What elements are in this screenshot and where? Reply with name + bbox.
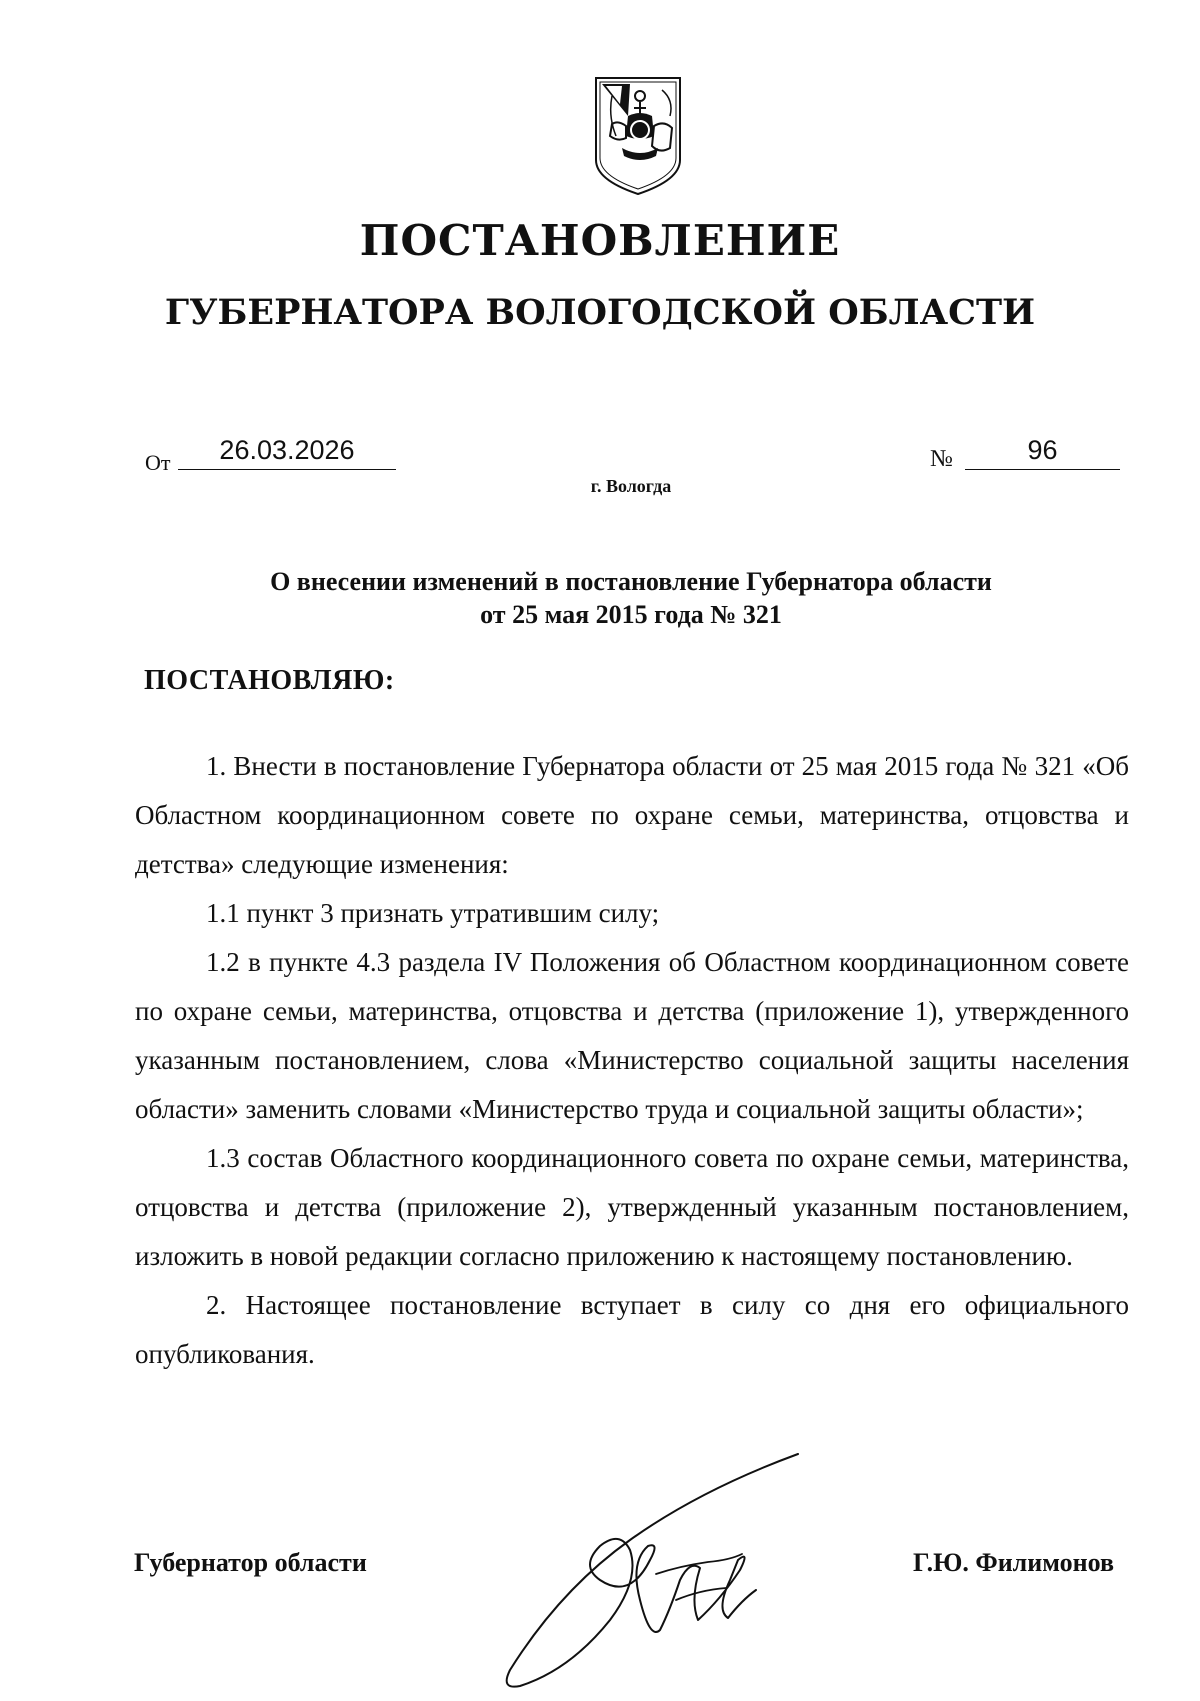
- document-subject: [0, 565, 1200, 631]
- subject-line-2: от 25 мая 2015 года № 321: [480, 600, 782, 629]
- document-title: ПОСТАНОВЛЕНИЕ: [359, 216, 841, 265]
- subject-line-1: О внесении изменений в постановление Губернатора области: [270, 567, 992, 596]
- document-number: 96: [1027, 435, 1058, 465]
- document-city: г. Вологда: [590, 476, 672, 496]
- issuer-title: ГУБЕРНАТОРА ВОЛОГОДСКОЙ ОБЛАСТИ: [164, 292, 1036, 333]
- document-date: 26.03.2026: [219, 435, 355, 465]
- decree-word: ПОСТАНОВЛЯЮ:: [144, 665, 395, 696]
- coat-of-arms-icon: [592, 76, 684, 196]
- handwritten-signature-icon: [480, 1450, 820, 1700]
- signer-position: Губернатор области: [134, 1548, 367, 1577]
- date-label: От: [145, 450, 171, 475]
- number-label: №: [930, 446, 953, 472]
- number-underline: [965, 469, 1120, 470]
- paragraph: 1.2 в пункте 4.3 раздела IV Положения об Областном координационном совете по охране семьи, материнства, отцовства и детства (приложение 1), утвержденного указанным постановлением, слова «Министерство социальной защиты населения области» заменить словами «Министерство труда и социальной защиты области»;: [135, 947, 1129, 1124]
- signer-name: Г.Ю. Филимонов: [912, 1548, 1114, 1577]
- paragraph: 1.1 пункт 3 признать утратившим силу;: [206, 898, 660, 928]
- paragraph: 1. Внести в постановление Губернатора области от 25 мая 2015 года № 321 «Об Областном координационном совете по охране семьи, материнства, отцовства и детства» следующие изменения:: [135, 751, 1129, 879]
- date-underline: [178, 469, 396, 470]
- document-body: [135, 742, 1129, 1379]
- paragraph: 1.3 состав Областного координационного совета по охране семьи, материнства, отцовства и детства (приложение 2), утвержденный указанным постановлением, изложить в новой редакции согласно приложению к настоящему постановлению.: [135, 1143, 1129, 1271]
- paragraph: 2. Настоящее постановление вступает в силу со дня его официального опубликования.: [135, 1290, 1129, 1369]
